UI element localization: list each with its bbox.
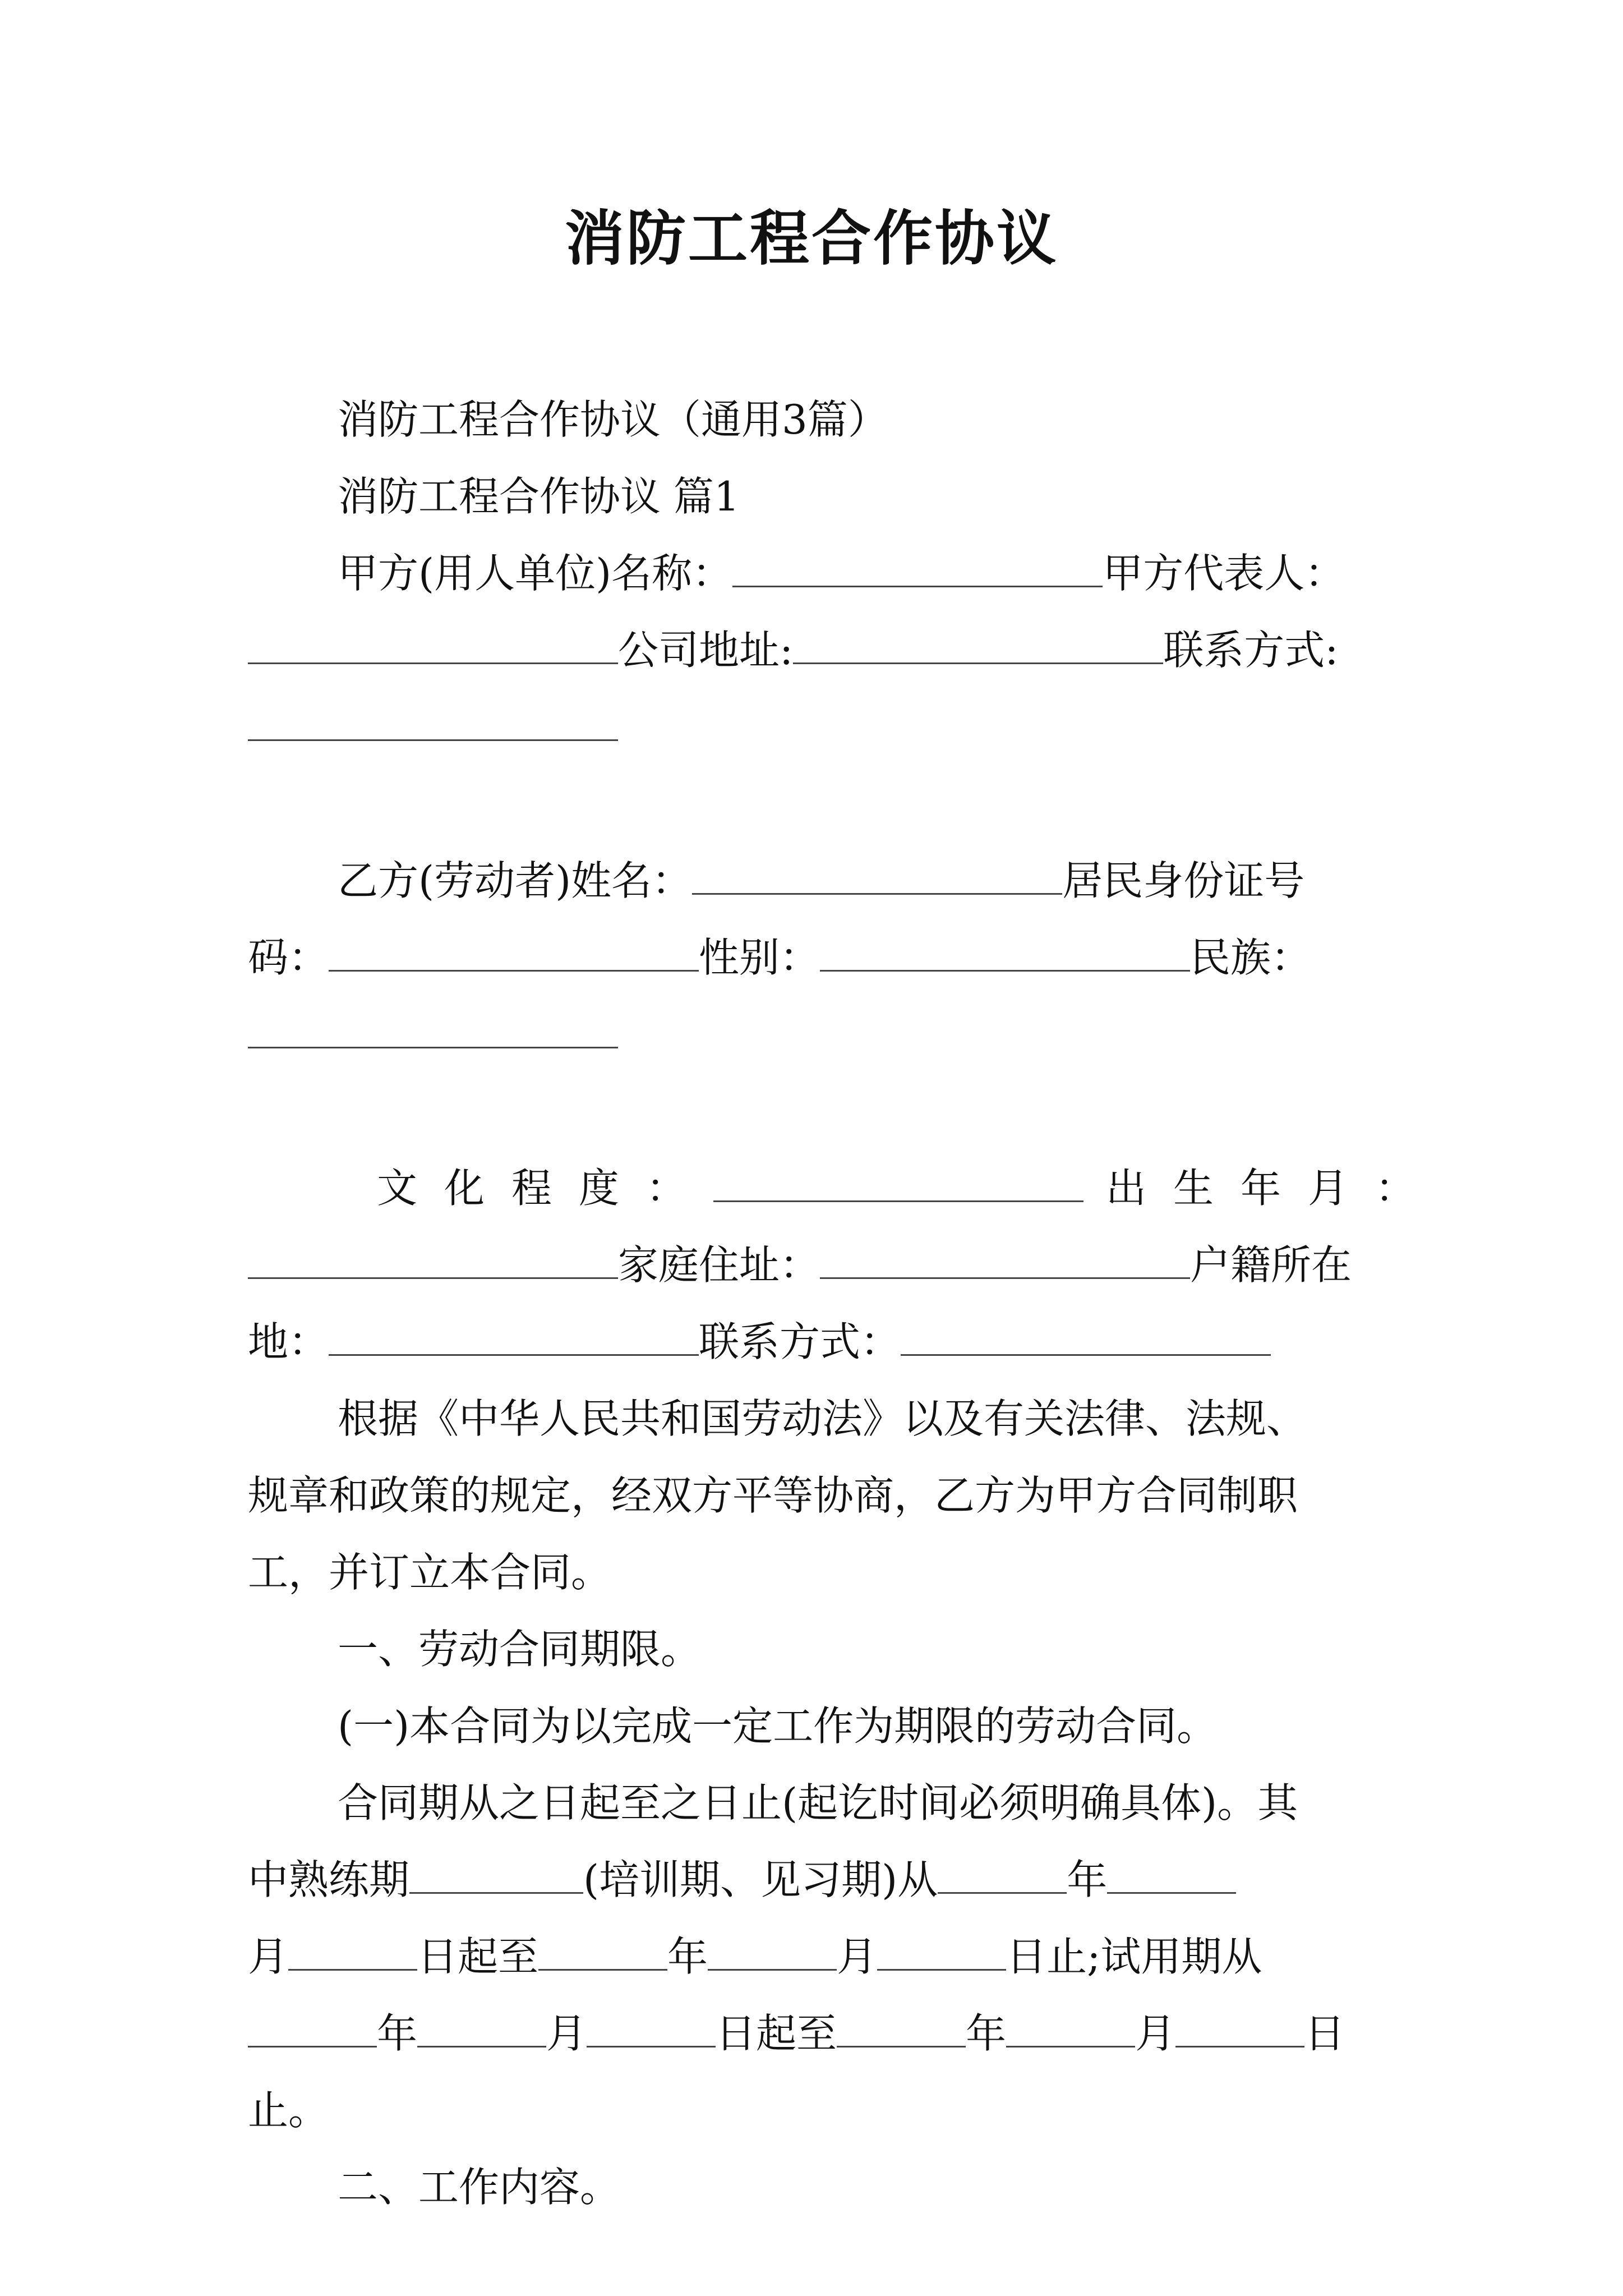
paragraph-text: 规章和政策的规定，经双方平等协商，乙方为甲方合同制职 <box>248 1472 1298 1519</box>
household-register-label: 户籍所在 <box>1190 1241 1352 1289</box>
date-blank <box>587 2012 716 2047</box>
party-a-rep-blank <box>248 629 618 664</box>
ethnicity-line <box>248 996 1398 1073</box>
subtitle-text: 消防工程合作协议（通用3篇） <box>338 396 888 443</box>
paragraph-line <box>248 1534 1398 1611</box>
party-b-name-line <box>248 843 1398 919</box>
clause-text: 日止;试用期从 <box>1006 1933 1262 1980</box>
clause-text: 日起至 <box>417 1933 539 1980</box>
clause-text: 合同期从之日起至之日止(起讫时间必须明确具体)。其 <box>338 1779 1298 1826</box>
clause-text: 中熟练期 <box>248 1856 410 1903</box>
clause-text: 年 <box>966 2010 1007 2057</box>
clause-text: 年 <box>1067 1856 1108 1903</box>
date-blank <box>1006 2012 1135 2047</box>
ethnicity-label: 民族： <box>1190 934 1312 981</box>
education-blank <box>713 1167 1083 1202</box>
party-b-name-blank <box>692 859 1062 895</box>
clause-heading-line <box>248 1611 1398 1688</box>
id-number-label: 居民身份证号 <box>1062 857 1305 904</box>
company-address-label: 公司地址: <box>618 627 794 674</box>
clause-text: 日 <box>1304 2010 1345 2057</box>
clause-line <box>248 2072 1398 2149</box>
home-address-label: 家庭住址： <box>618 1241 820 1289</box>
paragraph-text: 工，并订立本合同。 <box>248 1549 612 1596</box>
date-blank <box>1107 1858 1236 1894</box>
date-blank <box>877 1935 1006 1971</box>
subtitle-line <box>248 381 1398 458</box>
party-a-name-label: 甲方(用人单位)名称： <box>338 550 733 597</box>
date-blank <box>837 2012 966 2047</box>
date-blank <box>288 1935 417 1971</box>
household-register-line <box>248 1304 1398 1381</box>
clause-text: 月 <box>837 1933 878 1980</box>
party-a-contact-blank <box>248 706 618 741</box>
clause-line <box>248 1688 1398 1765</box>
home-address-line <box>248 1227 1398 1304</box>
clause-text: 月 <box>1135 2010 1176 2057</box>
training-period-blank <box>409 1858 583 1894</box>
household-register-blank <box>329 1320 699 1356</box>
gender-blank <box>820 936 1190 972</box>
document-body <box>248 381 1443 2226</box>
document-title: 消防工程合作协议 <box>565 203 1058 273</box>
clause-heading-text: 二、工作内容。 <box>338 2164 621 2211</box>
paragraph-line <box>248 1381 1398 1457</box>
party-a-contact-line <box>248 689 1398 766</box>
id-number-blank <box>329 936 699 972</box>
clause-text: 年 <box>667 1933 708 1980</box>
gender-label: 性别： <box>699 934 820 981</box>
paragraph-text: 根据《中华人民共和国劳动法》以及有关法律、法规、 <box>338 1395 1307 1442</box>
clause-line <box>248 1842 1398 1918</box>
clause-text: 月 <box>546 2010 587 2057</box>
birth-date-label: 出生年月： <box>1106 1165 1443 1212</box>
clause-heading-line <box>248 2149 1398 2226</box>
party-a-name-line <box>248 535 1398 612</box>
party-b-name-label: 乙方(劳动者)姓名： <box>338 857 693 904</box>
section-heading-line <box>248 458 1398 535</box>
paragraph-line <box>248 1457 1398 1534</box>
household-register-label-end: 地： <box>248 1318 329 1365</box>
clause-text: (培训期、见习期)从 <box>583 1856 938 1903</box>
date-blank <box>708 1935 837 1971</box>
clause-line <box>248 1995 1398 2072</box>
clause-text: 止。 <box>248 2087 329 2134</box>
party-b-id-line <box>248 919 1398 996</box>
date-blank <box>1175 2012 1304 2047</box>
section-heading-text: 消防工程合作协议 篇1 <box>338 473 740 520</box>
date-blank <box>938 1858 1067 1894</box>
clause-line <box>248 1765 1398 1842</box>
party-b-contact-blank <box>901 1320 1271 1356</box>
clause-heading-text: 一、劳动合同期限。 <box>338 1626 702 1673</box>
education-label: 文化程度： <box>377 1165 714 1212</box>
company-address-blank <box>793 629 1163 664</box>
party-a-address-line <box>248 612 1398 689</box>
id-number-label-end: 码： <box>248 934 329 981</box>
clause-text: (一)本合同为以完成一定工作为期限的劳动合同。 <box>338 1703 1218 1750</box>
party-b-contact-label: 联系方式： <box>699 1318 901 1365</box>
education-line <box>248 1150 1443 1227</box>
birth-date-blank <box>248 1244 618 1279</box>
clause-text: 月 <box>248 1933 289 1980</box>
ethnicity-blank <box>248 1013 618 1048</box>
date-blank <box>417 2012 546 2047</box>
home-address-blank <box>820 1244 1190 1279</box>
party-a-name-blank <box>732 552 1103 587</box>
party-a-contact-label: 联系方式: <box>1163 627 1339 674</box>
date-blank <box>248 2012 377 2047</box>
party-a-rep-label: 甲方代表人： <box>1103 550 1345 597</box>
date-blank <box>538 1935 667 1971</box>
clause-text: 年 <box>377 2010 418 2057</box>
clause-line <box>248 1918 1398 1995</box>
clause-text: 日起至 <box>716 2010 837 2057</box>
